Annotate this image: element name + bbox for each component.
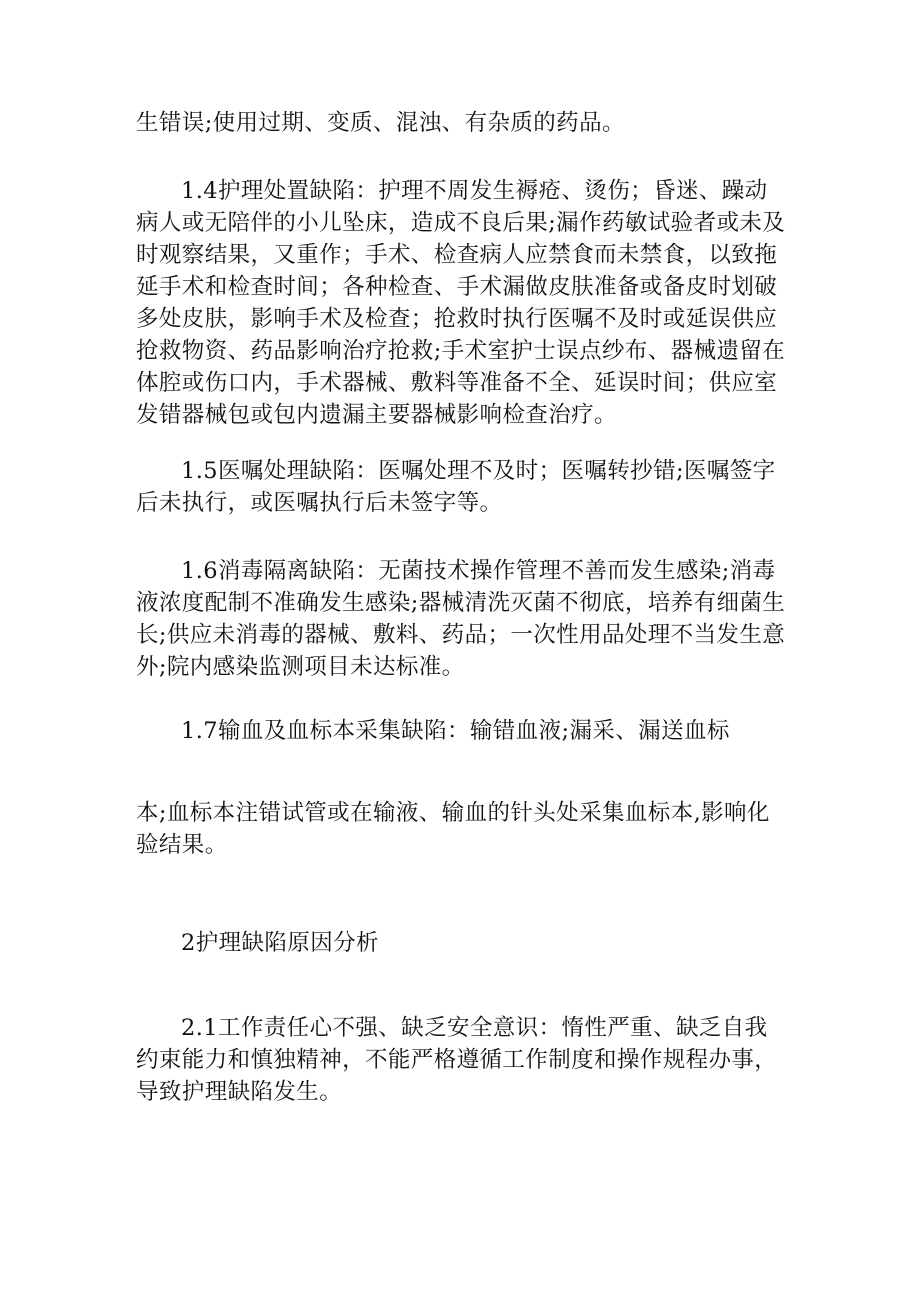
paragraph-1-7-blood-sampling-defects — [136, 715, 796, 747]
section-2-heading — [136, 927, 796, 959]
paragraph-heading-line: 1.4护理处置缺陷：护理不周发生褥疮、烫伤；昏迷、躁动 — [181, 178, 768, 204]
text-line: 生错误;使用过期、变质、混浊、有杂质的药品。 — [136, 110, 625, 136]
text-line: 病人或无陪伴的小儿坠床，造成不良后果;漏作药敏试验者或未及 — [136, 210, 786, 236]
text-line: 延手术和检查时间；各种检查、手术漏做皮肤准备或备皮时划破 — [136, 274, 778, 300]
paragraph-1-6-disinfection-defects — [136, 555, 796, 683]
text-line: 约束能力和慎独精神，不能严格遵循工作制度和操作规程办事， — [136, 1047, 778, 1073]
text-line: 本;血标本注错试管或在输液、输血的针头处采集血标本,影响化 — [136, 800, 770, 826]
paragraph-1-3-continued — [136, 107, 796, 139]
text-line: 抢救物资、药品影响治疗抢救;手术室护士误点纱布、器械遗留在 — [136, 338, 786, 364]
paragraph-heading-line: 1.7输血及血标本采集缺陷：输错血液;漏采、漏送血标 — [181, 718, 730, 744]
paragraph-heading-line: 1.6消毒隔离缺陷：无菌技术操作管理不善而发生感染;消毒 — [181, 558, 776, 584]
paragraph-heading-line: 2.1工作责任心不强、缺乏安全意识：惰性严重、缺乏自我 — [181, 1015, 768, 1041]
text-line: 体腔或伤口内，手术器械、敷料等准备不全、延误时间；供应室 — [136, 370, 778, 396]
text-line: 外;院内感染监测项目未达标准。 — [136, 654, 465, 680]
paragraph-1-5-order-handling-defects — [136, 455, 796, 519]
text-line: 长;供应未消毒的器械、敷料、药品；一次性用品处理不当发生意 — [136, 622, 786, 648]
paragraph-1-7-continued — [136, 797, 796, 861]
text-line: 后未执行，或医嘱执行后未签字等。 — [136, 490, 503, 516]
text-line: 导致护理缺陷发生。 — [136, 1079, 343, 1105]
paragraph-2-1-lack-of-responsibility — [136, 1012, 796, 1108]
text-line: 发错器械包或包内遗漏主要器械影响检查治疗。 — [136, 402, 617, 428]
paragraph-heading-line: 1.5医嘱处理缺陷：医嘱处理不及时；医嘱转抄错;医嘱签字 — [181, 458, 776, 484]
text-line: 液浓度配制不准确发生感染;器械清洗灭菌不彻底，培养有细菌生 — [136, 590, 786, 616]
text-line: 多处皮肤，影响手术及检查；抢救时执行医嘱不及时或延误供应 — [136, 306, 778, 332]
text-line: 验结果。 — [136, 832, 228, 858]
section-heading-line: 2护理缺陷原因分析 — [181, 930, 379, 956]
paragraph-1-4-nursing-care-defects — [136, 175, 796, 431]
text-line: 时观察结果，又重作；手术、检查病人应禁食而未禁食，以致拖 — [136, 242, 778, 268]
